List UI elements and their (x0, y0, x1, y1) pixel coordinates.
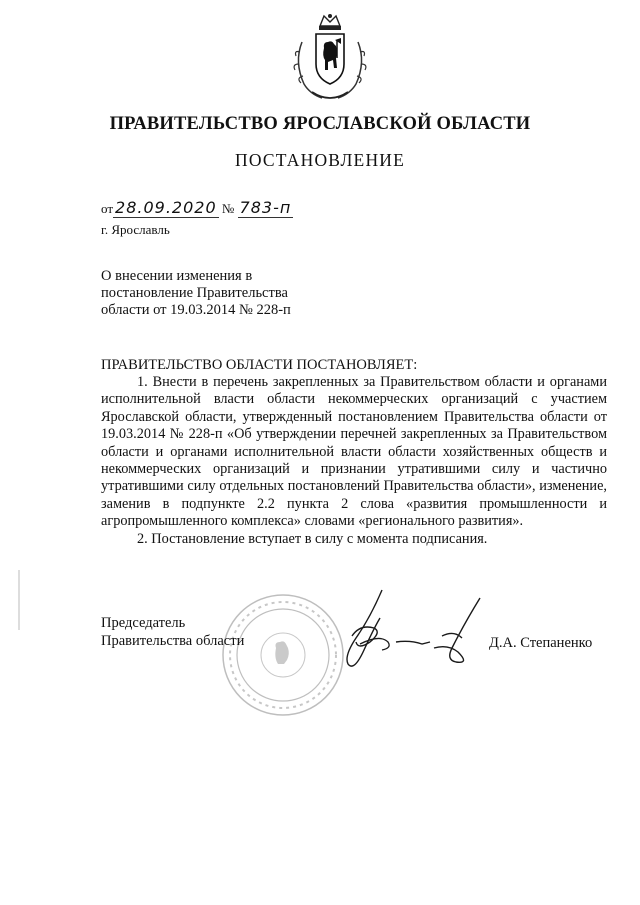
official-seal-stamp (218, 590, 348, 720)
date-prefix: от (101, 201, 114, 216)
signatory-title-line: Председатель (101, 615, 186, 631)
document-type: ПОСТАНОВЛЕНИЕ (234, 150, 406, 170)
document-date: 28.09.2020 (115, 198, 217, 217)
document-number: 783-п (239, 198, 292, 217)
government-title: ПРАВИТЕЛЬСТВО ЯРОСЛАВСКОЙ ОБЛАСТИ (109, 114, 531, 134)
signatory-title (101, 614, 244, 650)
scan-margin-mark (18, 570, 20, 630)
registration-line (101, 198, 293, 217)
decree-item-2: 2. Постановление вступает в силу с момента подписания. (137, 530, 488, 547)
signatory-title-line: Правительства области (101, 633, 245, 649)
issue-city: г. Ярославль (101, 222, 170, 237)
document-subject (101, 268, 291, 319)
subject-line: области от 19.03.2014 № 228-п (101, 302, 291, 318)
signatory-name: Д.А. Степаненко (489, 635, 593, 651)
subject-line: О внесении изменения в (101, 268, 253, 284)
decree-body (101, 374, 607, 548)
handwritten-signature (330, 578, 490, 688)
number-label: № (221, 201, 235, 216)
decree-item-1: 1. Внести в перечень закрепленных за Правительством области и органами исполнительной власти области некоммерческих организаций с участием Ярославской области, утвержденный постановлением Правительства области от 19.03.2014 № 228-п «Об утверждении перечней закрепленных за Правительством области и органами исполнительной власти области хозяйственных обществ и некоммерческих организаций и признании утратившими силу и частично утратившими силу отдельных постановлений Правительства области», изменение, заменив в подпункте 2.2 пункта 2 слова «развития промышленности и агропромышленного комплекса» словами «регионального развития». (101, 374, 607, 530)
decree-header: ПРАВИТЕЛЬСТВО ОБЛАСТИ ПОСТАНОВЛЯЕТ: (101, 357, 418, 373)
coat-of-arms-icon (290, 12, 370, 104)
subject-line: постановление Правительства (101, 285, 288, 301)
